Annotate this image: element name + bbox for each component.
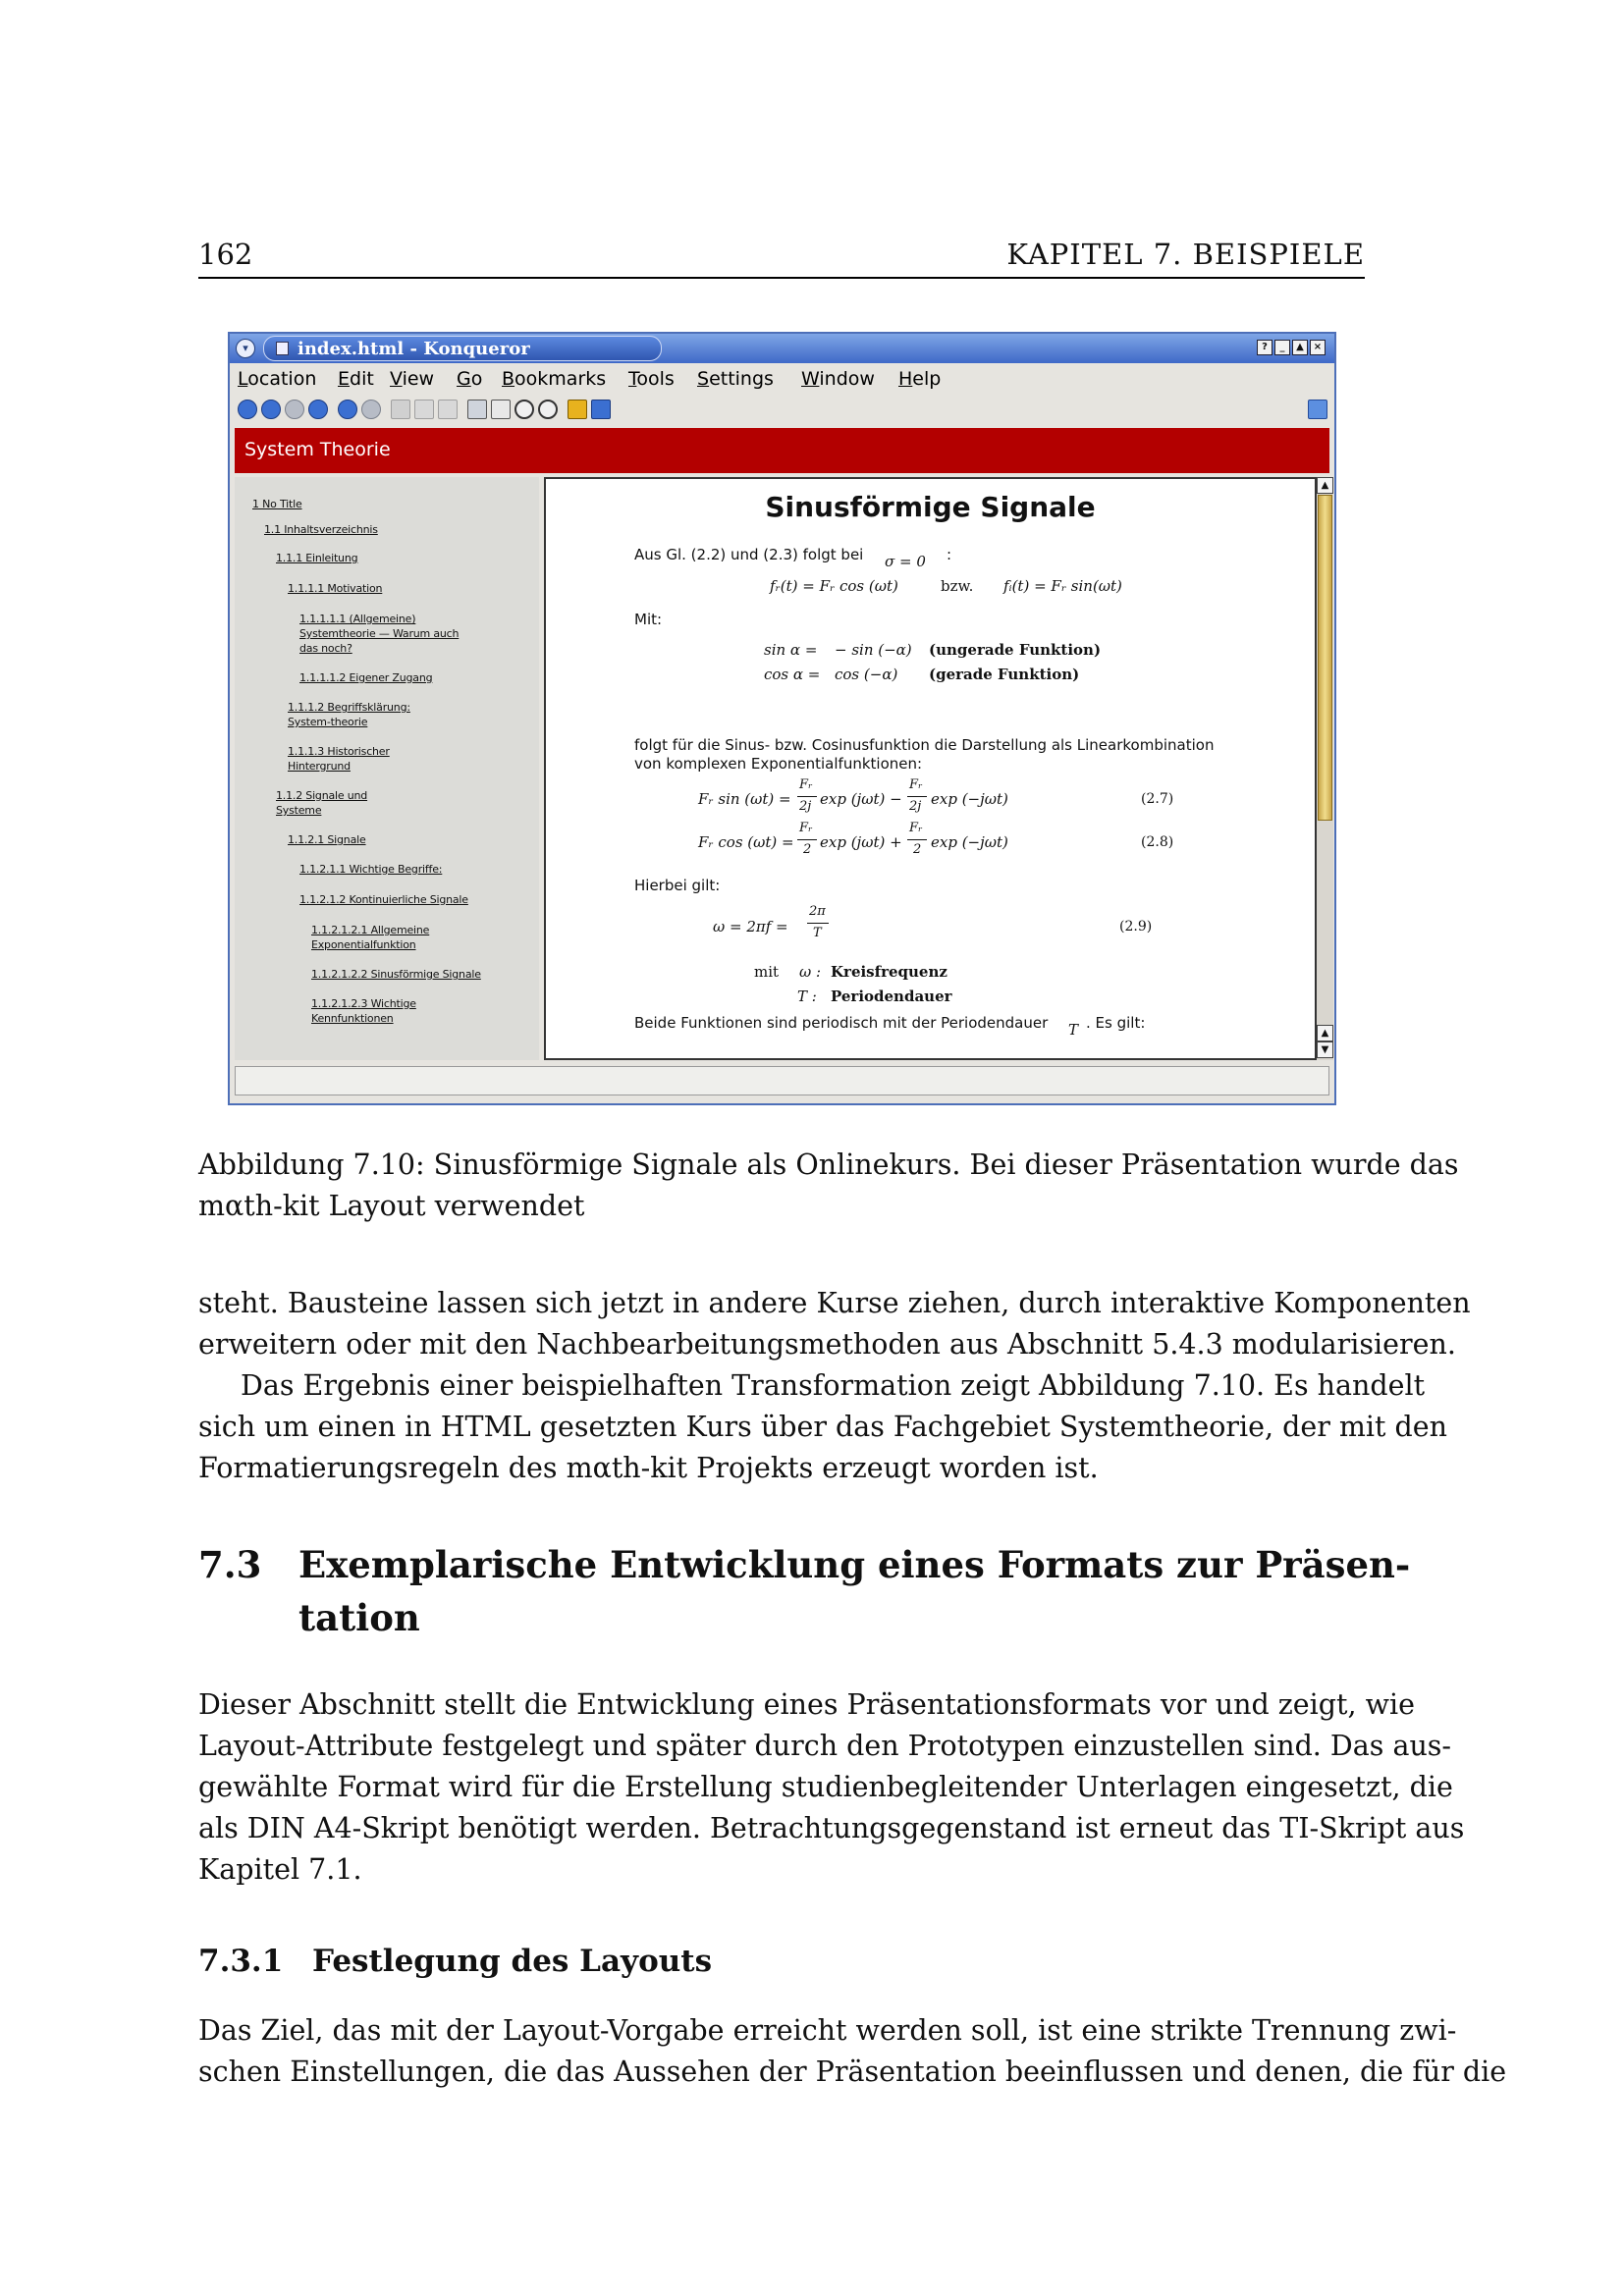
- fraction-bar: [797, 839, 817, 840]
- nav-link[interactable]: 1.1.2.1.1 Wichtige Begriffe:: [299, 863, 443, 876]
- eq27-lhs: Fᵣ sin (ωt) =: [698, 790, 791, 808]
- page-number: 162: [198, 238, 253, 271]
- fraction-bar: [907, 839, 927, 840]
- close-button[interactable]: ×: [1310, 340, 1326, 355]
- menu-bookmarks[interactable]: Bookmarks: [502, 368, 607, 390]
- nav-link[interactable]: 1.1.2.1.2.2 Sinusförmige Signale: [311, 968, 481, 981]
- nav-link[interactable]: das noch?: [299, 642, 352, 655]
- nav-link[interactable]: 1.1.1.2 Begriffsklärung:: [288, 701, 410, 714]
- eq28-end: exp (−jωt): [931, 833, 1008, 851]
- paragraph-line: Dieser Abschnitt stellt die Entwicklung eines Präsentationsformats vor und zeigt, wie: [198, 1688, 1415, 1721]
- equation-fi: fᵢ(t) = Fᵣ sin(ωt): [1003, 577, 1122, 595]
- equation-bzw: bzw.: [941, 577, 974, 595]
- forward-icon[interactable]: [261, 400, 281, 419]
- eq29-lhs: ω = 2πf =: [713, 918, 788, 935]
- content-hierbei: Hierbei gilt:: [634, 877, 721, 894]
- eq27-frac1-num: Fᵣ: [799, 777, 813, 792]
- nav-link[interactable]: 1.1.1.1 Motivation: [288, 582, 383, 595]
- toolbar: [230, 395, 1334, 426]
- menu-go[interactable]: Go: [457, 368, 483, 390]
- eq28-frac1-den: 2: [803, 842, 812, 857]
- chapter-header: KAPITEL 7. BEISPIELE: [1006, 238, 1365, 271]
- stop-icon[interactable]: [361, 400, 381, 419]
- nav-link[interactable]: 1.1 Inhaltsverzeichnis: [264, 523, 378, 536]
- site-title: System Theorie: [244, 439, 391, 460]
- content-mit2: mit: [754, 963, 780, 981]
- window-title: index.html - Konqueror: [298, 339, 530, 359]
- paragraph-line: gewählte Format wird für die Erstellung studienbegleitender Unterlagen eingesetzt, die: [198, 1771, 1453, 1803]
- scroll-down-icon[interactable]: ▼: [1317, 1041, 1333, 1058]
- paragraph-line: sich um einen in HTML gesetzten Kurs über das Fachgebiet Systemtheorie, der mit den: [198, 1411, 1447, 1443]
- eq28-number: (2.8): [1141, 834, 1174, 850]
- eq28-frac1-num: Fᵣ: [799, 821, 813, 835]
- fraction-bar: [807, 923, 829, 924]
- up-icon[interactable]: [285, 400, 304, 419]
- content-mit: Mit:: [634, 611, 663, 628]
- eq27-end: exp (−jωt): [931, 790, 1008, 808]
- paragraph-line: steht. Bausteine lassen sich jetzt in andere Kurse ziehen, durch interaktive Komponenten: [198, 1287, 1471, 1319]
- cos-lhs: cos α =: [764, 666, 821, 683]
- paragraph-line: Das Ergebnis einer beispielhaften Transformation zeigt Abbildung 7.10. Es handelt: [241, 1369, 1426, 1402]
- window-title-tab: [263, 336, 662, 361]
- paste-icon[interactable]: [438, 400, 458, 419]
- equation-fr: fᵣ(t) = Fᵣ cos (ωt): [770, 577, 898, 595]
- paragraph-line: Kapitel 7.1.: [198, 1853, 362, 1886]
- lock-icon[interactable]: [568, 400, 587, 419]
- caption-line: Abbildung 7.10: Sinusförmige Signale als Onlinekurs. Bei dieser Präsentation wurde das: [198, 1148, 1459, 1181]
- paragraph-line: Layout-Attribute festgelegt und später durch den Prototypen einzustellen sind. Das aus-: [198, 1730, 1452, 1762]
- cos-note: (gerade Funktion): [929, 666, 1080, 683]
- paragraph-line: Das Ziel, das mit der Layout-Vorgabe erreicht werden soll, ist eine strikte Trennung zwi-: [198, 2014, 1457, 2047]
- subsection-title: Festlegung des Layouts: [312, 1944, 713, 1979]
- zoom-out-icon[interactable]: [538, 400, 558, 419]
- paragraph-line: als DIN A4-Skript benötigt werden. Betrachtungsgegenstand ist erneut das TI-Skript aus: [198, 1812, 1465, 1844]
- scroll-up-icon[interactable]: ▲: [1317, 477, 1333, 494]
- para-line1: folgt für die Sinus- bzw. Cosinusfunktion die Darstellung als Linearkombination: [634, 736, 1215, 754]
- eq29-den: T: [813, 926, 822, 940]
- paragraph-line: Formatierungsregeln des mαth-kit Projekts erzeugt worden ist.: [198, 1452, 1099, 1484]
- zoom-in-icon[interactable]: [514, 400, 534, 419]
- content-panel: [544, 477, 1317, 1060]
- menu-settings[interactable]: Settings: [697, 368, 774, 390]
- paragraph-line: schen Einstellungen, die das Aussehen der Präsentation beeinflussen und denen, die für die: [198, 2056, 1507, 2088]
- eq27-mid: exp (jωt) −: [820, 790, 902, 808]
- paragraph: [198, 1365, 1447, 1489]
- help-button[interactable]: ?: [1257, 340, 1272, 355]
- nav-link[interactable]: 1.1.2.1.2.1 Allgemeine: [311, 924, 430, 936]
- content-last-T: T: [1068, 1021, 1079, 1039]
- content-intro: Aus Gl. (2.2) und (2.3) folgt bei: [634, 546, 864, 563]
- eq27-frac2-den: 2j: [909, 799, 922, 814]
- paragraph-line: erweitern oder mit den Nachbearbeitungsmethoden aus Abschnitt 5.4.3 modularisieren.: [198, 1328, 1456, 1361]
- nav-link[interactable]: 1.1.1 Einleitung: [276, 552, 358, 564]
- window-menu-button[interactable]: ▾: [236, 339, 255, 358]
- sin-rhs: − sin (−α): [835, 641, 912, 659]
- menu-tools[interactable]: Tools: [628, 368, 675, 390]
- figure-caption: [198, 1145, 1459, 1227]
- nav-link[interactable]: 1 No Title: [252, 498, 302, 510]
- menu-help[interactable]: Help: [898, 368, 942, 390]
- nav-link[interactable]: 1.1.1.1.1 (Allgemeine): [299, 613, 416, 625]
- paragraph: [198, 1283, 1471, 1365]
- menu-window[interactable]: Window: [801, 368, 875, 390]
- menu-location[interactable]: Location: [238, 368, 317, 390]
- back-icon[interactable]: [238, 400, 257, 419]
- eq28-mid: exp (jωt) +: [820, 833, 902, 851]
- caption-line: mαth-kit Layout verwendet: [198, 1190, 585, 1222]
- nav-link[interactable]: 1.1.2.1.2.3 Wichtige: [311, 997, 416, 1010]
- nav-link[interactable]: Kennfunktionen: [311, 1012, 394, 1025]
- nav-link[interactable]: System-theorie: [288, 716, 368, 728]
- download-icon[interactable]: [591, 400, 611, 419]
- scroll-thumb[interactable]: [1318, 495, 1332, 821]
- sin-note: (ungerade Funktion): [929, 641, 1102, 659]
- eq28-lhs: Fᵣ cos (ωt) =: [698, 833, 794, 851]
- fraction-bar: [797, 796, 817, 797]
- reload-icon[interactable]: [338, 400, 357, 419]
- fraction-bar: [907, 796, 927, 797]
- nav-link[interactable]: Systemtheorie — Warum auch: [299, 627, 460, 640]
- paragraph: [198, 2010, 1507, 2093]
- para-line2: von komplexen Exponentialfunktionen:: [634, 755, 923, 773]
- document-icon: [276, 342, 289, 355]
- menu-view[interactable]: View: [390, 368, 435, 390]
- section-title-line1: Exemplarische Entwicklung eines Formats zur Präsen-: [298, 1543, 1411, 1586]
- nav-link[interactable]: Exponentialfunktion: [311, 938, 416, 951]
- eq28-frac2-den: 2: [913, 842, 922, 857]
- site-banner: [235, 428, 1329, 473]
- eq27-frac1-den: 2j: [799, 799, 812, 814]
- minimize-button[interactable]: _: [1274, 340, 1290, 355]
- copy-icon[interactable]: [414, 400, 434, 419]
- konqueror-gear-icon[interactable]: [1308, 400, 1327, 419]
- omega-def: ω :: [799, 963, 822, 981]
- nav-link[interactable]: 1.1.2.1.2 Kontinuierliche Signale: [299, 893, 468, 906]
- content-last-line: Beide Funktionen sind periodisch mit der Periodendauer: [634, 1014, 1049, 1032]
- sin-lhs: sin α =: [764, 641, 818, 659]
- t-name: Periodendauer: [831, 988, 952, 1005]
- paragraph: [198, 1684, 1465, 1891]
- content-last-end: . Es gilt:: [1086, 1014, 1146, 1032]
- print-icon[interactable]: [467, 400, 487, 419]
- eq27-number: (2.7): [1141, 791, 1174, 807]
- sigma-condition: σ = 0: [885, 553, 926, 570]
- eq29-number: (2.9): [1119, 919, 1153, 934]
- window-titlebar: [230, 334, 1334, 363]
- browser-screenshot: [228, 332, 1336, 1105]
- vertical-scrollbar[interactable]: [1317, 477, 1333, 1060]
- cos-rhs: cos (−α): [835, 666, 898, 683]
- omega-name: Kreisfrequenz: [831, 963, 947, 981]
- menu-edit[interactable]: Edit: [338, 368, 374, 390]
- nav-panel: [235, 477, 539, 1060]
- t-def: T :: [797, 988, 817, 1005]
- home-icon[interactable]: [308, 400, 328, 419]
- subsection-number: 7.3.1: [198, 1944, 284, 1979]
- nav-link[interactable]: 1.1.1.3 Historischer: [288, 745, 390, 758]
- section-title-line2: tation: [298, 1596, 420, 1639]
- section-number: 7.3: [198, 1543, 262, 1586]
- running-header: [198, 236, 1365, 279]
- nav-link[interactable]: 1.1.2 Signale und: [276, 789, 368, 802]
- nav-link[interactable]: Hintergrund: [288, 760, 351, 773]
- scroll-down-icon[interactable]: ▲: [1317, 1025, 1333, 1041]
- nav-link[interactable]: Systeme: [276, 804, 322, 817]
- status-bar: [235, 1066, 1329, 1095]
- eq28-frac2-num: Fᵣ: [909, 821, 923, 835]
- intro-colon: :: [947, 546, 952, 563]
- menubar: [230, 363, 1334, 395]
- find-icon[interactable]: [491, 400, 511, 419]
- content-heading: Sinusförmige Signale: [765, 491, 1096, 523]
- nav-link[interactable]: 1.1.2.1 Signale: [288, 833, 366, 846]
- eq27-frac2-num: Fᵣ: [909, 777, 923, 792]
- cut-icon[interactable]: [391, 400, 410, 419]
- eq29-num: 2π: [809, 904, 826, 919]
- nav-link[interactable]: 1.1.1.1.2 Eigener Zugang: [299, 671, 433, 684]
- maximize-button[interactable]: ▲: [1292, 340, 1308, 355]
